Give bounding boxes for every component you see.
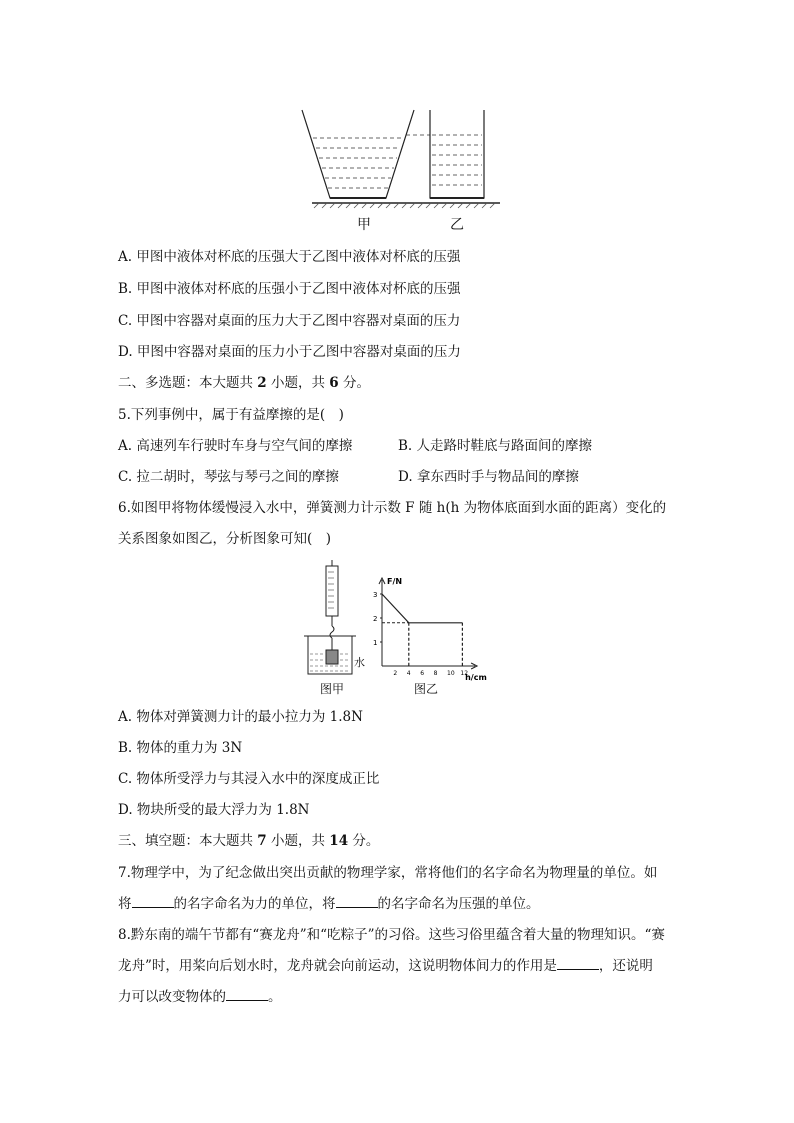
x-axis-label: h/cm bbox=[465, 673, 487, 682]
q8-blank-1[interactable] bbox=[557, 957, 599, 970]
x-tick-label: 2 bbox=[393, 670, 398, 677]
q7-blank-2[interactable] bbox=[336, 895, 378, 908]
q6-option-a: A. 物体对弹簧测力计的最小拉力为 1.8N bbox=[118, 709, 363, 725]
caption-left: 图甲 bbox=[320, 682, 345, 696]
x-tick-label: 8 bbox=[433, 670, 438, 677]
label-jia: 甲 bbox=[357, 217, 371, 233]
section-2-heading: 二、多选题：本大题共 2 小题，共 6 分。 bbox=[118, 375, 370, 391]
q6-stem-line1: 6.如图甲将物体缓慢浸入水中，弹簧测力计示数 F 随 h(h 为物体底面到水面的距离）变化的 bbox=[118, 500, 667, 516]
q8-blank-2[interactable] bbox=[226, 988, 268, 1001]
q5-option-b: B. 人走路时鞋底与路面间的摩擦 bbox=[398, 438, 593, 454]
q8-line3: 力可以改变物体的 。 bbox=[118, 989, 282, 1005]
figure-graph bbox=[368, 560, 498, 700]
caption-right: 图乙 bbox=[414, 682, 439, 696]
y-tick-label: 2 bbox=[373, 615, 378, 623]
q7-blank-1[interactable] bbox=[132, 895, 174, 908]
q7-line1: 7.物理学中，为了纪念做出突出贡献的物理学家，常将他们的名字命名为物理量的单位。如 bbox=[118, 865, 658, 881]
q4-option-c: C. 甲图中容器对桌面的压力大于乙图中容器对桌面的压力 bbox=[118, 313, 461, 329]
q7-line2: 将 的名字命名为力的单位，将 的名字命名为压强的单位。 bbox=[118, 896, 540, 912]
water-label: 水 bbox=[354, 656, 365, 669]
q6-option-b: B. 物体的重力为 3N bbox=[118, 740, 243, 756]
q8-line1: 8.黔东南的端午节都有“赛龙舟”和“吃粽子”的习俗。这些习俗里蕴含着大量的物理知识。“赛 bbox=[118, 927, 665, 943]
figure-containers bbox=[300, 108, 510, 238]
q5-option-c: C. 拉二胡时，琴弦与琴弓之间的摩擦 bbox=[118, 469, 339, 485]
q4-option-a: A. 甲图中液体对杯底的压强大于乙图中液体对杯底的压强 bbox=[118, 249, 461, 265]
q6-stem-line2: 关系图象如图乙，分析图象可知( ) bbox=[118, 531, 332, 547]
x-tick-label: 6 bbox=[420, 670, 425, 677]
q6-option-c: C. 物体所受浮力与其浸入水中的深度成正比 bbox=[118, 771, 380, 787]
y-tick-label: 1 bbox=[373, 639, 378, 647]
y-tick-label: 3 bbox=[373, 591, 378, 599]
q6-option-d: D. 物块所受的最大浮力为 1.8N bbox=[118, 802, 310, 818]
section-3-heading: 三、填空题：本大题共 7 小题，共 14 分。 bbox=[118, 833, 380, 849]
q4-option-b: B. 甲图中液体对杯底的压强小于乙图中液体对杯底的压强 bbox=[118, 281, 461, 297]
data-series-line bbox=[382, 594, 462, 623]
q5-option-d: D. 拿东西时手与物品间的摩擦 bbox=[398, 469, 579, 485]
f-h-graph bbox=[368, 560, 498, 700]
label-yi: 乙 bbox=[450, 217, 464, 233]
y-axis-label: F/N bbox=[387, 577, 403, 586]
x-tick-label: 4 bbox=[406, 670, 411, 677]
x-tick-label: 10 bbox=[447, 670, 455, 677]
q5-stem: 5.下列事例中，属于有益摩擦的是( ) bbox=[118, 407, 344, 423]
q4-option-d: D. 甲图中容器对桌面的压力小于乙图中容器对桌面的压力 bbox=[118, 344, 461, 360]
q5-option-a: A. 高速列车行驶时车身与空气间的摩擦 bbox=[118, 438, 353, 454]
containers-diagram bbox=[300, 108, 510, 238]
x-tick-label: 12 bbox=[460, 670, 469, 677]
q8-line2: 龙舟”时，用桨向后划水时，龙舟就会向前运动，这说明物体间力的作用是 ，还说明 bbox=[118, 958, 653, 974]
